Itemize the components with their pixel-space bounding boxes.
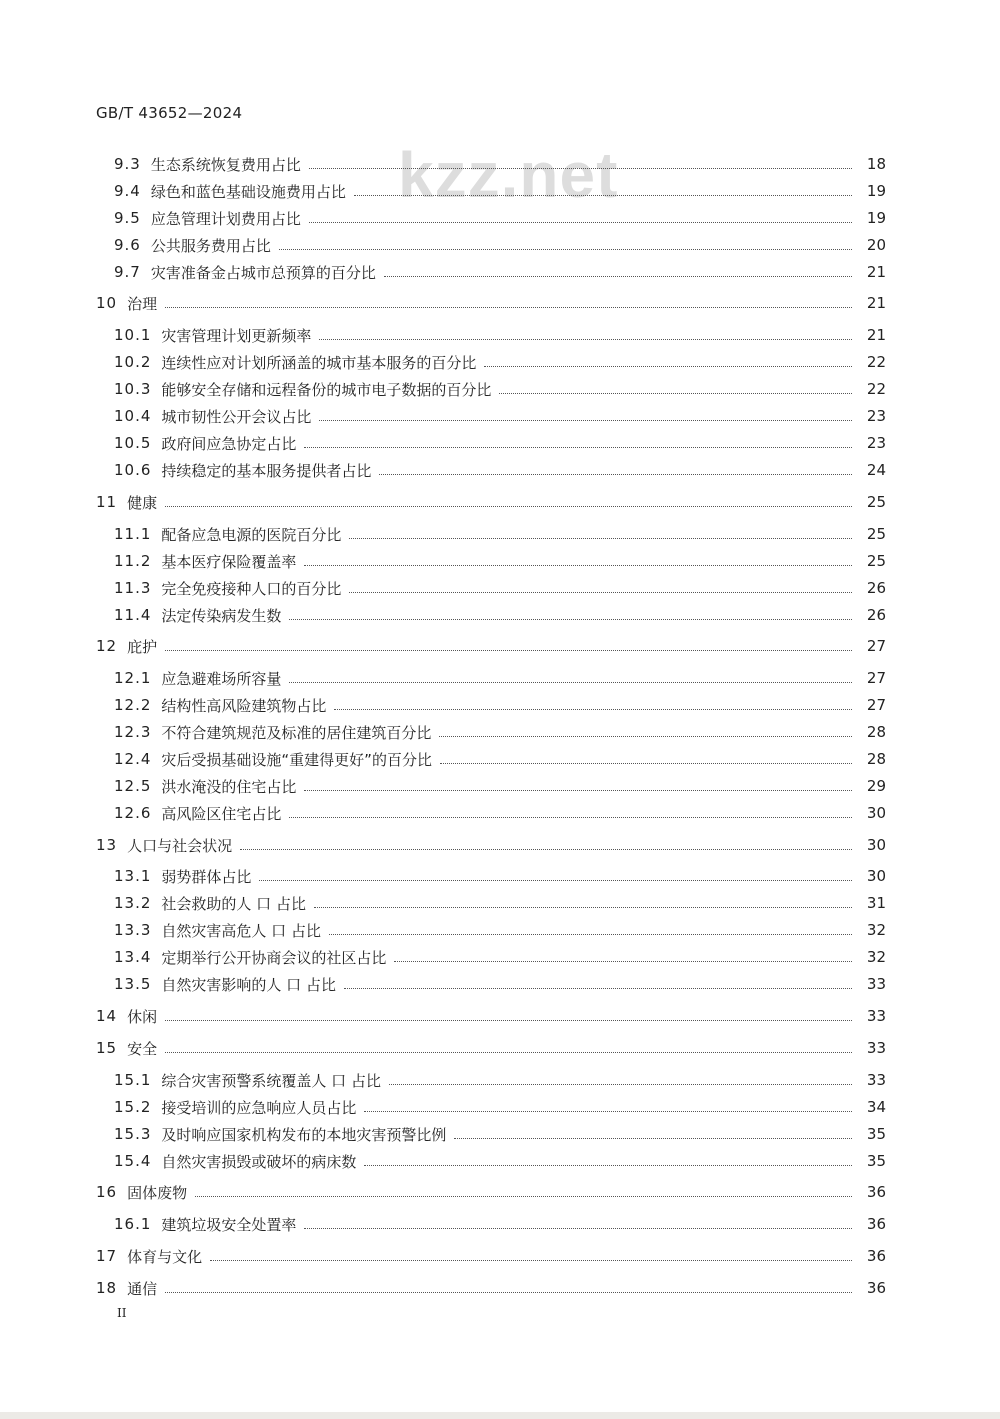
document-code: GB/T 43652—2024 (96, 104, 243, 122)
toc-dot-leader (309, 168, 852, 169)
toc-entry-title: 及时响应国家机构发布的本地灾害预警比例 (161, 1125, 447, 1144)
toc-dot-leader (210, 1260, 852, 1261)
toc-entry-number: 16.1 (114, 1215, 152, 1233)
toc-entry[interactable] (96, 1276, 886, 1300)
toc-entry[interactable] (114, 233, 886, 257)
toc-entry[interactable] (114, 323, 886, 347)
toc-entry-page: 29 (866, 777, 886, 795)
toc-entry[interactable] (114, 603, 886, 627)
toc-entry-page: 19 (866, 182, 886, 200)
toc-entry-page: 32 (866, 948, 886, 966)
toc-dot-leader (304, 447, 852, 448)
toc-entry-title: 通信 (127, 1279, 158, 1298)
toc-entry-number: 13 (96, 836, 118, 854)
toc-entry-number: 13.2 (114, 894, 152, 912)
toc-entry-page: 30 (866, 836, 886, 854)
toc-entry-title: 接受培训的应急响应人员占比 (161, 1098, 357, 1117)
toc-dot-leader (279, 249, 852, 250)
toc-entry-page: 36 (866, 1183, 886, 1201)
toc-entry-title: 城市韧性公开会议占比 (161, 407, 312, 426)
toc-entry-page: 32 (866, 921, 886, 939)
toc-dot-leader (165, 1052, 852, 1053)
toc-dot-leader (384, 276, 852, 277)
toc-entry-page: 25 (866, 493, 886, 511)
toc-entry-number: 15 (96, 1039, 118, 1057)
toc-entry-number: 10.5 (114, 434, 152, 452)
toc-dot-leader (165, 650, 852, 651)
toc-entry-title: 绿色和蓝色基础设施费用占比 (150, 182, 346, 201)
toc-dot-leader (439, 736, 852, 737)
toc-dot-leader (454, 1138, 852, 1139)
toc-entry-page: 23 (866, 407, 886, 425)
toc-entry-number: 9.7 (114, 263, 141, 281)
toc-entry-number: 11.3 (114, 579, 152, 597)
toc-entry-title: 高风险区住宅占比 (161, 804, 282, 823)
toc-entry-page: 18 (866, 155, 886, 173)
toc-dot-leader (289, 817, 852, 818)
toc-entry[interactable] (114, 1068, 886, 1092)
toc-entry-page: 28 (866, 750, 886, 768)
toc-dot-leader (484, 366, 852, 367)
toc-entry[interactable] (114, 720, 886, 744)
toc-entry-title: 能够安全存储和远程备份的城市电子数据的百分比 (161, 380, 492, 399)
toc-entry-number: 12.2 (114, 696, 152, 714)
toc-entry-title: 法定传染病发生数 (161, 606, 282, 625)
toc-entry-number: 10.3 (114, 380, 152, 398)
toc-entry-number: 11 (96, 493, 118, 511)
toc-entry-page: 34 (866, 1098, 886, 1116)
toc-entry-title: 自然灾害影响的人 口 占比 (161, 975, 336, 994)
toc-dot-leader (389, 1084, 852, 1085)
watermark-text: kzz.net (398, 139, 619, 211)
toc-entry-title: 灾害准备金占城市总预算的百分比 (150, 263, 376, 282)
toc-dot-leader (195, 1196, 852, 1197)
toc-entry-page: 36 (866, 1279, 886, 1297)
toc-dot-leader (165, 1292, 852, 1293)
toc-entry[interactable] (114, 1212, 886, 1236)
toc-entry-page: 27 (866, 696, 886, 714)
toc-entry-page: 31 (866, 894, 886, 912)
toc-entry[interactable] (96, 291, 886, 315)
toc-entry-page: 36 (866, 1247, 886, 1265)
toc-dot-leader (354, 195, 852, 196)
toc-entry-page: 19 (866, 209, 886, 227)
toc-entry[interactable] (96, 1004, 886, 1028)
toc-entry-number: 10.4 (114, 407, 152, 425)
toc-entry-title: 固体废物 (127, 1183, 188, 1202)
toc-entry-page: 33 (866, 1039, 886, 1057)
toc-entry-page: 35 (866, 1125, 886, 1143)
toc-entry[interactable] (114, 350, 886, 374)
toc-dot-leader (289, 619, 852, 620)
toc-entry-page: 25 (866, 552, 886, 570)
toc-entry[interactable] (114, 891, 886, 915)
toc-entry-number: 18 (96, 1279, 118, 1297)
toc-entry[interactable] (114, 458, 886, 482)
page-bottom-edge (0, 1412, 1000, 1419)
toc-entry[interactable] (114, 260, 886, 284)
toc-entry-title: 社会救助的人 口 占比 (161, 894, 306, 913)
toc-dot-leader (304, 790, 852, 791)
toc-entry[interactable] (96, 1244, 886, 1268)
toc-entry-number: 10.1 (114, 326, 152, 344)
toc-entry-number: 12.6 (114, 804, 152, 822)
toc-entry-title: 应急管理计划费用占比 (150, 209, 301, 228)
toc-entry[interactable] (114, 1095, 886, 1119)
toc-entry[interactable] (114, 918, 886, 942)
toc-entry-number: 9.3 (114, 155, 141, 173)
toc-entry-title: 安全 (127, 1039, 158, 1058)
toc-entry-number: 12.5 (114, 777, 152, 795)
toc-entry-number: 14 (96, 1007, 118, 1025)
toc-entry[interactable] (114, 431, 886, 455)
toc-entry-page: 23 (866, 434, 886, 452)
toc-entry-page: 21 (866, 326, 886, 344)
toc-entry-title: 结构性高风险建筑物占比 (161, 696, 327, 715)
toc-entry-title: 公共服务费用占比 (150, 236, 271, 255)
toc-entry-number: 15.2 (114, 1098, 152, 1116)
toc-entry-title: 建筑垃圾安全处置率 (161, 1215, 297, 1234)
toc-dot-leader (329, 934, 852, 935)
toc-entry[interactable] (96, 833, 886, 857)
toc-dot-leader (165, 307, 852, 308)
toc-entry-page: 25 (866, 525, 886, 543)
toc-dot-leader (349, 592, 852, 593)
toc-entry[interactable] (114, 972, 886, 996)
toc-entry[interactable] (114, 864, 886, 888)
toc-entry[interactable] (114, 152, 886, 176)
toc-entry-number: 13.1 (114, 867, 152, 885)
toc-entry-page: 21 (866, 263, 886, 281)
toc-entry[interactable] (114, 179, 886, 203)
toc-entry-title: 自然灾害损毁或破坏的病床数 (161, 1152, 357, 1171)
toc-entry-title: 健康 (127, 493, 158, 512)
toc-entry-page: 20 (866, 236, 886, 254)
toc-entry[interactable] (96, 1036, 886, 1060)
toc-entry-title: 人口与社会状况 (127, 836, 233, 855)
toc-entry-page: 30 (866, 804, 886, 822)
toc-entry-number: 15.4 (114, 1152, 152, 1170)
toc-dot-leader (319, 420, 852, 421)
toc-entry-page: 22 (866, 380, 886, 398)
toc-entry-title: 休闲 (127, 1007, 158, 1026)
toc-entry-number: 13.3 (114, 921, 152, 939)
toc-entry-title: 庇护 (127, 637, 158, 656)
toc-entry-title: 治理 (127, 294, 158, 313)
toc-entry-title: 自然灾害高危人 口 占比 (161, 921, 321, 940)
toc-entry[interactable] (114, 404, 886, 428)
toc-entry-number: 11.1 (114, 525, 152, 543)
toc-entry-page: 33 (866, 975, 886, 993)
toc-dot-leader (499, 393, 852, 394)
toc-entry[interactable] (114, 747, 886, 771)
toc-entry-title: 连续性应对计划所涵盖的城市基本服务的百分比 (161, 353, 477, 372)
toc-entry[interactable] (114, 576, 886, 600)
toc-entry-number: 10.6 (114, 461, 152, 479)
toc-entry[interactable] (114, 693, 886, 717)
toc-entry[interactable] (96, 634, 886, 658)
toc-entry-number: 9.5 (114, 209, 141, 227)
toc-entry-number: 11.4 (114, 606, 152, 624)
toc-entry-title: 应急避难场所容量 (161, 669, 282, 688)
toc-entry-number: 10 (96, 294, 118, 312)
toc-entry[interactable] (114, 666, 886, 690)
toc-entry-title: 灾害管理计划更新频率 (161, 326, 312, 345)
toc-entry-number: 13.4 (114, 948, 152, 966)
toc-entry-title: 基本医疗保险覆盖率 (161, 552, 297, 571)
toc-entry-page: 26 (866, 579, 886, 597)
toc-dot-leader (314, 907, 852, 908)
toc-dot-leader (289, 682, 852, 683)
toc-entry-number: 12 (96, 637, 118, 655)
toc-entry-title: 弱势群体占比 (161, 867, 252, 886)
toc-entry-page: 33 (866, 1071, 886, 1089)
toc-dot-leader (364, 1111, 852, 1112)
toc-entry-page: 22 (866, 353, 886, 371)
toc-entry-title: 政府间应急协定占比 (161, 434, 297, 453)
toc-entry[interactable] (114, 206, 886, 230)
toc-entry-page: 33 (866, 1007, 886, 1025)
toc-entry-title: 配备应急电源的医院百分比 (161, 525, 342, 544)
toc-entry-title: 完全免疫接种人口的百分比 (161, 579, 342, 598)
toc-dot-leader (304, 1228, 852, 1229)
toc-dot-leader (344, 988, 852, 989)
toc-entry-title: 不符合建筑规范及标准的居住建筑百分比 (161, 723, 432, 742)
toc-dot-leader (440, 763, 852, 764)
toc-entry[interactable] (114, 1122, 886, 1146)
page-number: II (117, 1306, 127, 1320)
toc-dot-leader (259, 880, 852, 881)
toc-entry-page: 36 (866, 1215, 886, 1233)
toc-dot-leader (334, 709, 852, 710)
toc-entry-number: 9.4 (114, 182, 141, 200)
toc-entry-title: 综合灾害预警系统覆盖人 口 占比 (161, 1071, 381, 1090)
toc-entry[interactable] (114, 945, 886, 969)
toc-entry-page: 21 (866, 294, 886, 312)
toc-dot-leader (394, 961, 852, 962)
toc-entry-number: 12.4 (114, 750, 152, 768)
toc-dot-leader (165, 506, 852, 507)
toc-entry-page: 30 (866, 867, 886, 885)
toc-entry-title: 灾后受损基础设施“重建得更好”的百分比 (161, 750, 432, 769)
toc-entry[interactable] (114, 549, 886, 573)
toc-dot-leader (165, 1020, 852, 1021)
toc-dot-leader (240, 849, 852, 850)
toc-dot-leader (309, 222, 852, 223)
toc-entry-number: 13.5 (114, 975, 152, 993)
toc-entry-page: 35 (866, 1152, 886, 1170)
toc-entry[interactable] (96, 1180, 886, 1204)
toc-entry-page: 28 (866, 723, 886, 741)
toc-entry-number: 16 (96, 1183, 118, 1201)
toc-entry-title: 洪水淹没的住宅占比 (161, 777, 297, 796)
toc-entry-number: 12.1 (114, 669, 152, 687)
toc-dot-leader (304, 565, 852, 566)
toc-entry-number: 17 (96, 1247, 118, 1265)
toc-entry-page: 26 (866, 606, 886, 624)
toc-entry-number: 15.3 (114, 1125, 152, 1143)
toc-entry-title: 生态系统恢复费用占比 (150, 155, 301, 174)
toc-entry-number: 15.1 (114, 1071, 152, 1089)
toc-entry[interactable] (114, 801, 886, 825)
toc-dot-leader (379, 474, 852, 475)
toc-entry-title: 体育与文化 (127, 1247, 203, 1266)
toc-entry-page: 24 (866, 461, 886, 479)
toc-dot-leader (349, 538, 852, 539)
toc-entry-number: 10.2 (114, 353, 152, 371)
toc-entry[interactable] (114, 522, 886, 546)
toc-entry-page: 27 (866, 669, 886, 687)
toc-dot-leader (364, 1165, 852, 1166)
toc-entry[interactable] (114, 377, 886, 401)
toc-entry[interactable] (114, 774, 886, 798)
toc-entry-title: 定期举行公开协商会议的社区占比 (161, 948, 387, 967)
toc-entry-number: 9.6 (114, 236, 141, 254)
toc-entry-page: 27 (866, 637, 886, 655)
toc-entry-number: 11.2 (114, 552, 152, 570)
toc-entry[interactable] (114, 1149, 886, 1173)
toc-entry[interactable] (96, 490, 886, 514)
toc-entry-number: 12.3 (114, 723, 152, 741)
toc-entry-title: 持续稳定的基本服务提供者占比 (161, 461, 372, 480)
toc-dot-leader (319, 339, 852, 340)
